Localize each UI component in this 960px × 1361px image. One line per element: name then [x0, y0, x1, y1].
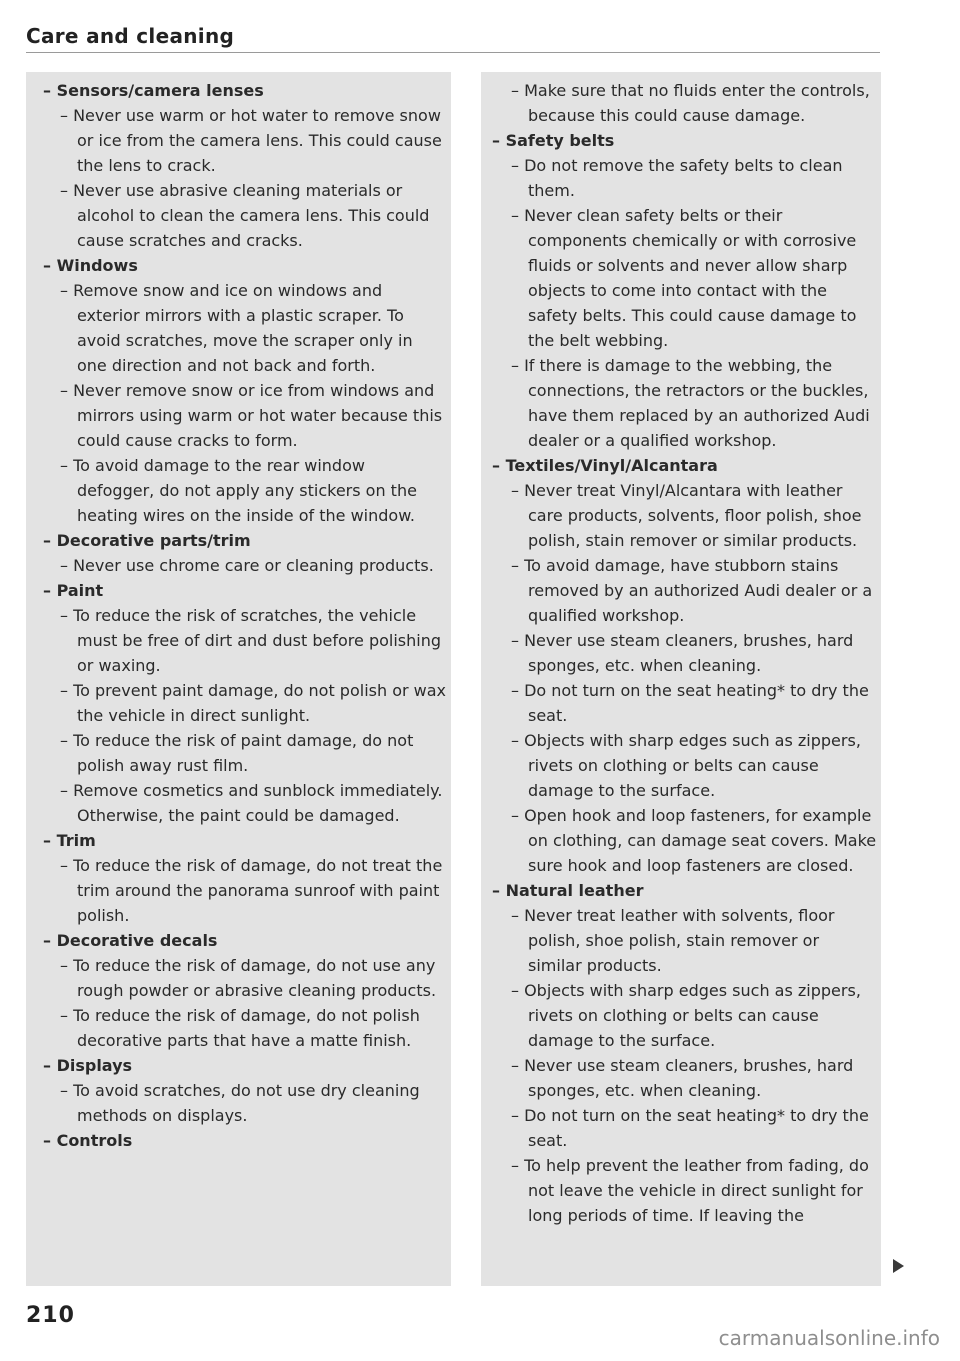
section-heading: – Paint [43, 581, 104, 600]
right-warning-column [481, 72, 881, 1286]
list-item: – Objects with sharp edges such as zippers, rivets on clothing or belts can cause damage to the surface. [511, 731, 861, 800]
list-item: – Remove cosmetics and sunblock immediately. Otherwise, the paint could be damaged. [60, 781, 443, 825]
section-heading: – Controls [43, 1131, 133, 1150]
page-number: 210 [26, 1303, 75, 1328]
list-item: – To avoid damage to the rear window defogger, do not apply any stickers on the heating wires on the inside of the window. [60, 456, 417, 525]
list-item: – Never use steam cleaners, brushes, hard sponges, etc. when cleaning. [511, 1056, 854, 1100]
list-item: – Never treat leather with solvents, floor polish, shoe polish, stain remover or similar products. [511, 906, 835, 975]
list-item: – To reduce the risk of damage, do not polish decorative parts that have a matte finish. [60, 1006, 420, 1050]
list-item: – Do not remove the safety belts to clean them. [511, 156, 843, 200]
section-heading: – Decorative parts/trim [43, 531, 251, 550]
section-heading: – Displays [43, 1056, 133, 1075]
list-item: – If there is damage to the webbing, the connections, the retractors or the buckles, have them replaced by an authorized Audi dealer or a qualified workshop. [511, 356, 870, 450]
list-item: – Never use warm or hot water to remove snow or ice from the camera lens. This could cause the lens to crack. [60, 106, 442, 175]
list-item: – Make sure that no fluids enter the controls, because this could cause damage. [511, 81, 870, 125]
page-title: Care and cleaning [26, 24, 235, 48]
list-item: – Never clean safety belts or their components chemically or with corrosive fluids or solvents and never allow sharp objects to come into contact with the safety belts. This could cause damage to the belt webbing. [511, 206, 857, 350]
list-item: – To prevent paint damage, do not polish or wax the vehicle in direct sunlight. [60, 681, 447, 725]
section-heading: – Natural leather [492, 881, 644, 900]
continue-arrow-icon [893, 1259, 904, 1273]
section-heading: – Windows [43, 256, 138, 275]
list-item: – Never use chrome care or cleaning products. [60, 556, 434, 575]
list-item: – Do not turn on the seat heating* to dry the seat. [511, 1106, 869, 1150]
list-item: – To reduce the risk of damage, do not use any rough powder or abrasive cleaning products. [60, 956, 437, 1000]
list-item: – Never remove snow or ice from windows and mirrors using warm or hot water because this could cause cracks to form. [60, 381, 443, 450]
section-heading: – Decorative decals [43, 931, 218, 950]
section-heading: – Sensors/camera lenses [43, 81, 264, 100]
list-item: – Never treat Vinyl/Alcantara with leather care products, solvents, floor polish, shoe polish, stain remover or similar products. [511, 481, 862, 550]
section-heading: – Textiles/Vinyl/Alcantara [492, 456, 718, 475]
list-item: – To help prevent the leather from fading, do not leave the vehicle in direct sunlight for long periods of time. If leaving the [511, 1156, 869, 1225]
watermark: carmanualsonline.info [718, 1326, 940, 1350]
list-item: – To reduce the risk of damage, do not treat the trim around the panorama sunroof with paint polish. [60, 856, 443, 925]
section-heading: – Trim [43, 831, 96, 850]
left-warning-column [26, 72, 451, 1286]
list-item: – To avoid damage, have stubborn stains removed by an authorized Audi dealer or a qualified workshop. [511, 556, 873, 625]
list-item: – Open hook and loop fasteners, for example on clothing, can damage seat covers. Make sure hook and loop fasteners are closed. [511, 806, 877, 875]
header-divider [26, 52, 880, 53]
list-item: – To avoid scratches, do not use dry cleaning methods on displays. [60, 1081, 420, 1125]
list-item: – Objects with sharp edges such as zippers, rivets on clothing or belts can cause damage to the surface. [511, 981, 861, 1050]
list-item: – To reduce the risk of scratches, the vehicle must be free of dirt and dust before polishing or waxing. [60, 606, 441, 675]
list-item: – Never use abrasive cleaning materials or alcohol to clean the camera lens. This could cause scratches and cracks. [60, 181, 430, 250]
list-item: – To reduce the risk of paint damage, do not polish away rust film. [60, 731, 414, 775]
section-heading: – Safety belts [492, 131, 615, 150]
list-item: – Do not turn on the seat heating* to dry the seat. [511, 681, 869, 725]
list-item: – Remove snow and ice on windows and exterior mirrors with a plastic scraper. To avoid scratches, move the scraper only in one direction and not back and forth. [60, 281, 413, 375]
list-item: – Never use steam cleaners, brushes, hard sponges, etc. when cleaning. [511, 631, 854, 675]
